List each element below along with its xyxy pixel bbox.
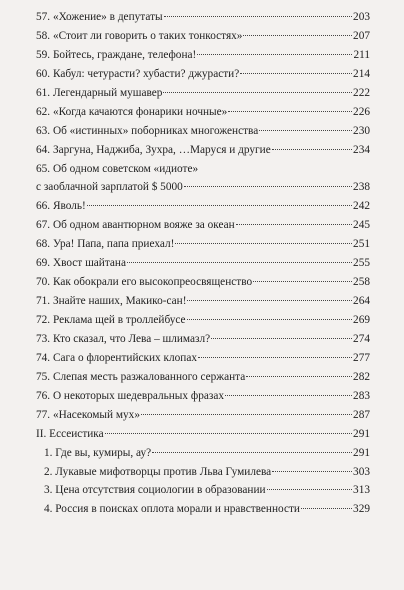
- toc-entry-title: 1. Где вы, кумиры, ау?: [44, 446, 152, 459]
- toc-entry-page: 214: [353, 67, 370, 80]
- dot-leader: [243, 35, 352, 36]
- toc-entry-title: 62. «Когда качаются фонарики ночные»: [36, 105, 228, 118]
- toc-entry-page: 245: [353, 219, 370, 232]
- toc-entry-page: 277: [353, 351, 370, 364]
- toc-entry-ii-4: [36, 500, 370, 519]
- toc-entry-ii-1: [36, 444, 370, 463]
- toc-entry-title: 3. Цена отсутствия социологии в образовании: [44, 484, 266, 497]
- toc-entry-67: [36, 216, 370, 235]
- toc-entry-page: 287: [353, 408, 370, 421]
- toc-entry-title: 57. «Хожение» в депутаты: [36, 11, 163, 23]
- toc-entry-70: [36, 273, 370, 292]
- toc-entry-59: [36, 46, 370, 65]
- toc-entry-title: 67. Об одном авантюрном вояже за океан: [36, 219, 235, 232]
- dot-leader: [87, 205, 352, 206]
- toc-entry-title: 70. Как обокрали его высокопреосвященство: [36, 276, 253, 289]
- toc-entry-72: [36, 311, 370, 330]
- toc-entry-65: [36, 160, 370, 198]
- toc-entry-title: 4. Россия в поисках оплота морали и нравственности: [44, 503, 300, 516]
- dot-leader: [267, 489, 352, 490]
- toc-entry-63: [36, 122, 370, 141]
- toc-section-ii: [36, 425, 370, 444]
- dot-leader: [198, 357, 352, 358]
- dot-leader: [187, 300, 352, 301]
- toc-entry-page: 329: [353, 503, 370, 516]
- dot-leader: [272, 471, 352, 472]
- toc-entry-76: [36, 387, 370, 406]
- toc-entry-page: 313: [353, 484, 370, 497]
- toc-entry-page: 269: [353, 314, 370, 327]
- dot-leader: [184, 186, 352, 187]
- toc-entry-page: 258: [353, 276, 370, 289]
- toc-entry-title: 73. Кто сказал, что Лева – шлимазл?: [36, 332, 211, 345]
- toc-entry-page: 282: [353, 370, 370, 383]
- toc-entry-58: [36, 27, 370, 46]
- toc-entry-60: [36, 65, 370, 84]
- dot-leader: [187, 319, 352, 320]
- dot-leader: [197, 54, 352, 55]
- toc-entry-69: [36, 254, 370, 273]
- dot-leader: [225, 395, 352, 396]
- toc-entry-68: [36, 235, 370, 254]
- toc-entry-title: 64. Заргуна, Наджиба, Зухра, …Маруся и другие: [36, 143, 271, 156]
- toc-entry-title: 66. Яволь!: [36, 200, 86, 213]
- toc-entry-64: [36, 141, 370, 160]
- toc-entry-title: 2. Лукавые мифотворцы против Льва Гумилева: [44, 465, 272, 478]
- dot-leader: [141, 414, 352, 415]
- toc-entry-ii-3: [36, 481, 370, 500]
- dot-leader: [211, 338, 352, 339]
- toc-entry-page: 222: [353, 86, 370, 99]
- dot-leader: [240, 73, 352, 74]
- dot-leader: [272, 149, 352, 150]
- toc-entry-title: 77. «Насекомый мух»: [36, 408, 140, 421]
- toc-entry-title: 59. Бойтесь, граждане, телефона!: [36, 48, 197, 61]
- toc-entry-57: [36, 8, 370, 27]
- dot-leader: [246, 376, 352, 377]
- dot-leader: [253, 281, 352, 282]
- toc-entry-71: [36, 292, 370, 311]
- toc-entry-title: 60. Кабул: четурасти? хубасти? джурасти?: [36, 67, 240, 80]
- toc-entry-page: 251: [353, 238, 370, 251]
- toc-entry-page: 207: [353, 29, 370, 42]
- dot-leader: [152, 452, 352, 453]
- toc-entry-page: 255: [353, 257, 370, 270]
- toc-entry-73: [36, 330, 370, 349]
- toc-entry-ii-2: [36, 463, 370, 482]
- toc-entry-page: 291: [353, 446, 370, 459]
- dot-leader: [259, 130, 352, 131]
- toc-entry-page: 303: [353, 465, 370, 478]
- dot-leader: [228, 111, 352, 112]
- toc-entry-page: 274: [353, 332, 370, 345]
- toc-entry-title: 74. Сага о флорентийских клопах: [36, 351, 198, 364]
- dot-leader: [127, 262, 352, 263]
- toc-entry-page: 226: [353, 105, 370, 118]
- toc-entry-title: 58. «Стоит ли говорить о таких тонкостях»: [36, 29, 243, 42]
- toc-entry-62: [36, 103, 370, 122]
- toc-entry-title: 61. Легендарный мушавер: [36, 86, 163, 99]
- toc-entry-75: [36, 368, 370, 387]
- toc-entry-title-continued: с заоблачной зарплатой $ 5000: [36, 181, 183, 194]
- dot-leader: [105, 433, 352, 434]
- dot-leader: [175, 243, 352, 244]
- dot-leader: [301, 508, 352, 509]
- toc-entry-page: 230: [353, 124, 370, 137]
- toc-entry-title: 63. Об «истинных» поборниках многоженства: [36, 124, 259, 137]
- toc-entry-page: 264: [353, 295, 370, 308]
- dot-leader: [236, 224, 352, 225]
- toc-entry-title: 65. Об одном советском «идиоте»: [36, 162, 199, 175]
- toc-entry-page: 211: [353, 48, 370, 61]
- toc-entry-74: [36, 349, 370, 368]
- toc-entry-title: 75. Слепая месть разжалованного сержанта: [36, 370, 246, 383]
- toc-entry-66: [36, 197, 370, 216]
- toc-entry-77: [36, 406, 370, 425]
- toc-entry-page: 291: [353, 427, 370, 440]
- toc-entry-page: 283: [353, 389, 370, 402]
- toc-section-title: II. Ессеистика: [36, 427, 104, 440]
- toc-entry-page: 203: [353, 11, 370, 23]
- dot-leader: [163, 92, 352, 93]
- table-of-contents: [36, 8, 370, 519]
- toc-entry-title: 72. Реклама щей в троллейбусе: [36, 314, 186, 327]
- toc-entry-61: [36, 84, 370, 103]
- toc-entry-page: 234: [353, 143, 370, 156]
- toc-entry-title: 69. Хвост шайтана: [36, 257, 126, 270]
- dot-leader: [164, 16, 352, 17]
- toc-entry-title: 68. Ура! Папа, папа приехал!: [36, 238, 175, 251]
- toc-entry-title: 71. Знайте наших, Макико-сан!: [36, 295, 187, 308]
- toc-entry-page: 238: [353, 181, 370, 194]
- toc-entry-title: 76. О некоторых шедевральных фразах: [36, 389, 224, 402]
- toc-entry-page: 242: [353, 200, 370, 213]
